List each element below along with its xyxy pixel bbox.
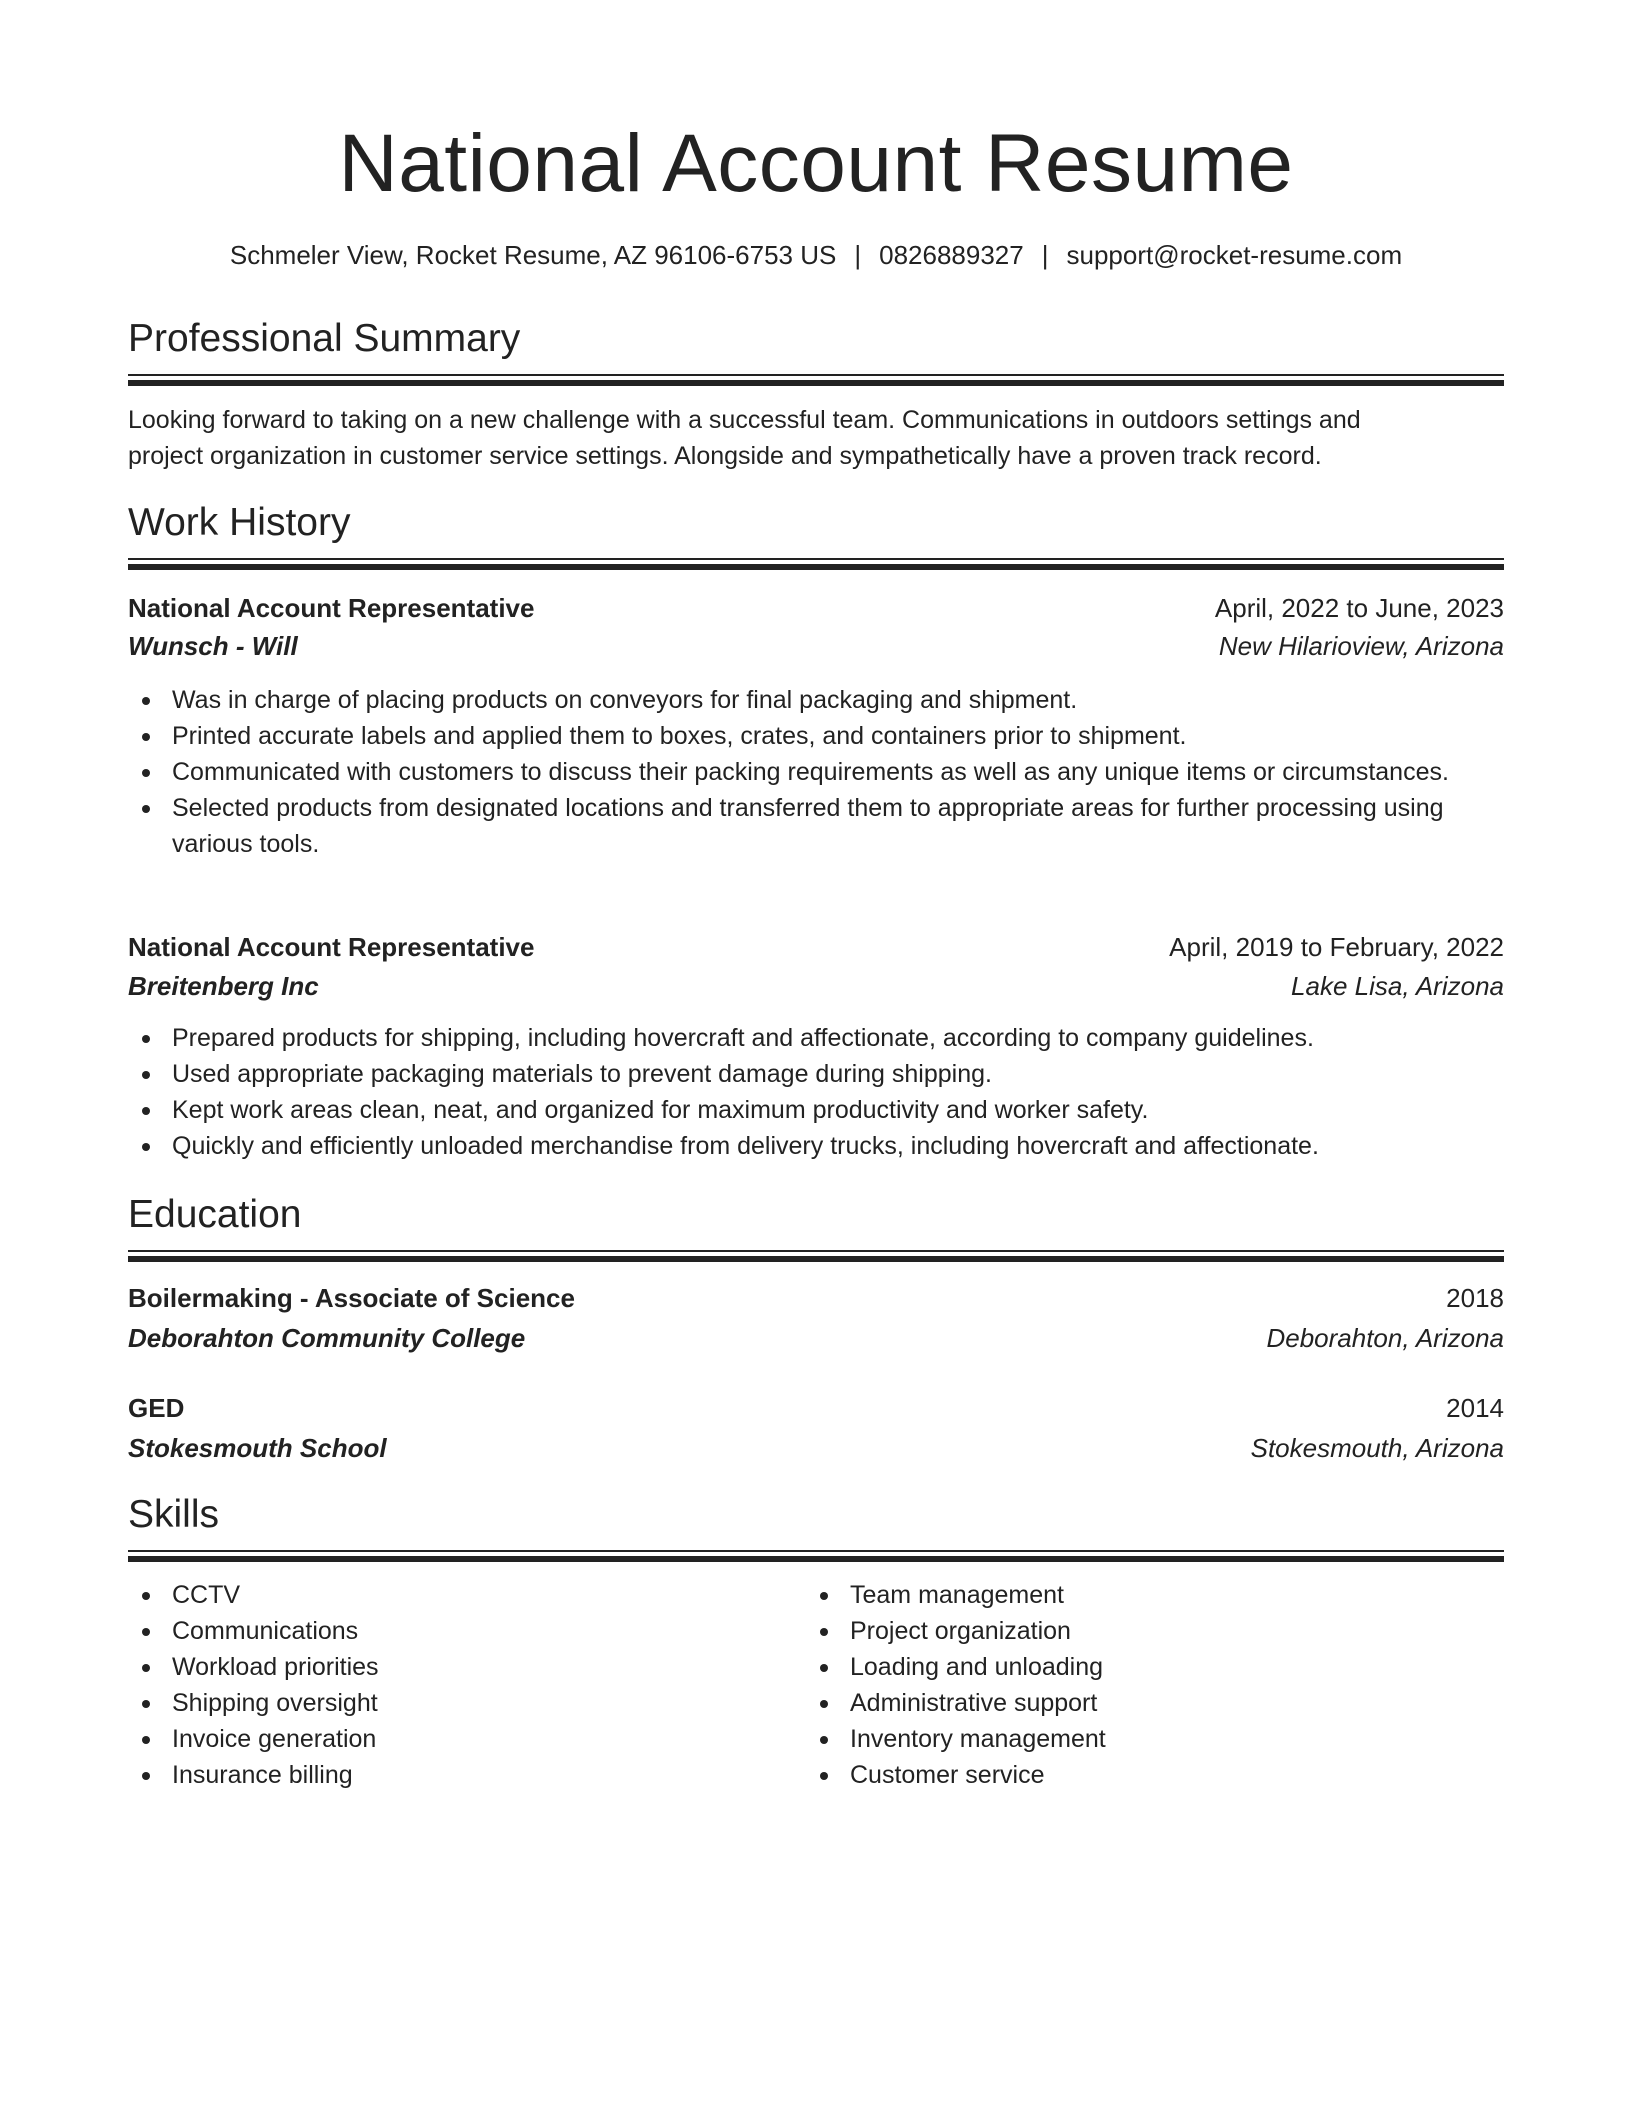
list-item: Communicated with customers to discuss their packing requirements as well as any unique items or circumstances. [128, 754, 1462, 790]
job-role: National Account Representative [128, 932, 535, 962]
skill-item: Communications [128, 1613, 772, 1649]
education-school-row [128, 1320, 1504, 1356]
skills-list-left [128, 1577, 788, 1793]
education-year: 2014 [1446, 1393, 1504, 1423]
education-location: Deborahton, Arizona [1266, 1323, 1504, 1353]
list-item: Was in charge of placing products on conveyors for final packaging and shipment. [128, 682, 1462, 718]
resume-title: National Account Resume [338, 118, 1294, 209]
job-role: National Account Representative [128, 593, 535, 623]
skill-item: Invoice generation [128, 1721, 772, 1757]
contact-separator: | [854, 240, 862, 270]
skill-item: CCTV [128, 1577, 772, 1613]
contact-separator: | [1041, 240, 1049, 270]
job-company-row [128, 628, 1504, 664]
section-divider [128, 374, 1504, 386]
job-bullets [128, 1020, 1504, 1164]
section-title-work-history: Work History [128, 501, 351, 544]
education-year: 2018 [1446, 1283, 1504, 1313]
education-degree: Boilermaking - Associate of Science [128, 1283, 575, 1313]
skill-item: Team management [806, 1577, 1450, 1613]
job-header-row [128, 929, 1504, 965]
section-title-summary: Professional Summary [128, 317, 521, 360]
contact-email: support@rocket-resume.com [1066, 240, 1403, 270]
job-header-row [128, 590, 1504, 626]
summary-line: Looking forward to taking on a new challenge with a successful team. Communications in outdoors settings and [128, 406, 1361, 434]
education-header-row [128, 1280, 1504, 1316]
contact-address: Schmeler View, Rocket Resume, AZ 96106-6753 US [229, 240, 837, 270]
contact-phone: 0826889327 [879, 240, 1024, 270]
job-company-row [128, 968, 1504, 1004]
list-item: Selected products from designated locations and transferred them to appropriate areas for further processing using various tools. [128, 790, 1462, 862]
skill-item: Customer service [806, 1757, 1450, 1793]
education-school: Deborahton Community College [128, 1323, 526, 1353]
job-bullets [128, 682, 1504, 862]
education-degree: GED [128, 1393, 185, 1423]
job-dates: April, 2019 to February, 2022 [1169, 932, 1504, 962]
summary-text [128, 402, 1504, 474]
job-location: New Hilarioview, Arizona [1218, 631, 1504, 661]
job-dates: April, 2022 to June, 2023 [1214, 593, 1504, 623]
section-divider [128, 558, 1504, 570]
skill-item: Shipping oversight [128, 1685, 772, 1721]
skill-item: Insurance billing [128, 1757, 772, 1793]
list-item: Used appropriate packaging materials to prevent damage during shipping. [128, 1056, 1462, 1092]
list-item: Prepared products for shipping, including hovercraft and affectionate, according to company guidelines. [128, 1020, 1462, 1056]
education-location: Stokesmouth, Arizona [1250, 1433, 1504, 1463]
job-company: Breitenberg Inc [128, 971, 319, 1001]
summary-line: project organization in customer service settings. Alongside and sympathetically have a proven track record. [128, 442, 1322, 470]
education-school-row [128, 1430, 1504, 1466]
skill-item: Administrative support [806, 1685, 1450, 1721]
skill-item: Loading and unloading [806, 1649, 1450, 1685]
section-divider [128, 1550, 1504, 1562]
section-title-education: Education [128, 1193, 302, 1236]
contact-line [128, 238, 1504, 272]
section-divider [128, 1250, 1504, 1262]
list-item: Quickly and efficiently unloaded merchandise from delivery trucks, including hovercraft and affectionate. [128, 1128, 1462, 1164]
job-company: Wunsch - Will [128, 631, 298, 661]
section-title-skills: Skills [128, 1493, 220, 1536]
list-item: Kept work areas clean, neat, and organized for maximum productivity and worker safety. [128, 1092, 1462, 1128]
skill-item: Inventory management [806, 1721, 1450, 1757]
skill-item: Project organization [806, 1613, 1450, 1649]
skills-list-right [806, 1577, 1466, 1793]
list-item: Printed accurate labels and applied them to boxes, crates, and containers prior to shipment. [128, 718, 1462, 754]
skill-item: Workload priorities [128, 1649, 772, 1685]
job-location: Lake Lisa, Arizona [1291, 971, 1504, 1001]
education-header-row [128, 1390, 1504, 1426]
education-school: Stokesmouth School [128, 1433, 387, 1463]
